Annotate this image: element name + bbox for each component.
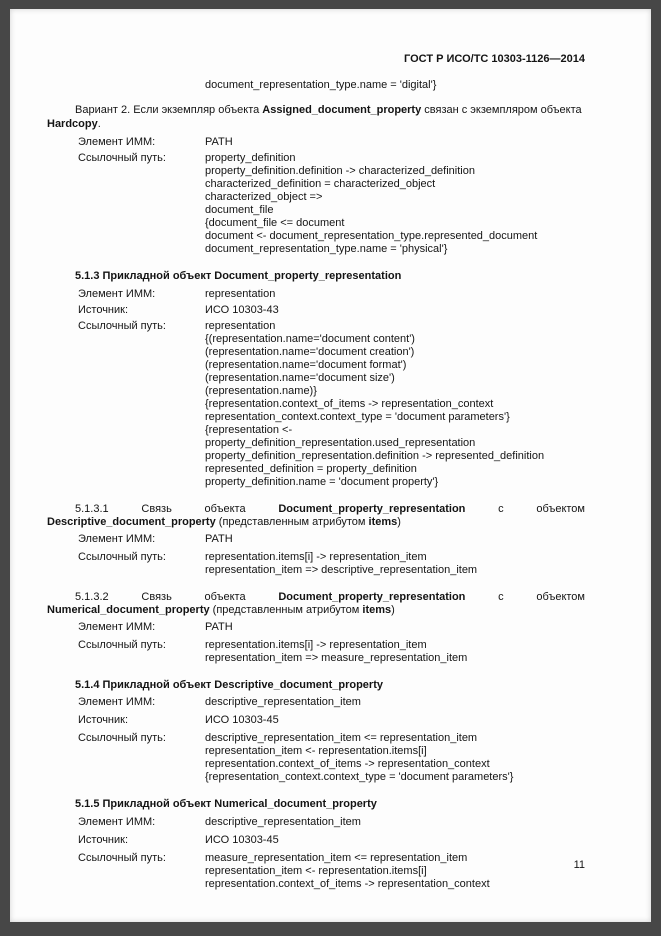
ref-path-line: {representation_context.context_type = 'document parameters'}	[205, 771, 514, 783]
ref-path-line: representation.context_of_items -> representation_context	[205, 758, 490, 770]
section-heading-5131	[47, 503, 585, 530]
doc-code: ГОСТ Р ИСО/ТС 10303-1126—2014	[404, 53, 585, 65]
field-label-refpath: Ссылочный путь:	[78, 638, 166, 651]
field-row	[47, 288, 585, 301]
ref-path-line: representation	[205, 319, 276, 332]
entity-name: Descriptive_document_property	[47, 516, 216, 528]
ref-path-line: measure_representation_item <= representation_item	[205, 851, 468, 864]
ref-path-line: {document_file <= document	[205, 217, 345, 229]
field-label-refpath: Ссылочный путь:	[78, 732, 166, 744]
field-value: ИСО 10303-45	[205, 714, 279, 726]
field-label-source: Источник:	[78, 833, 129, 846]
ref-path-line: property_definition.definition -> characterized_definition	[205, 165, 475, 177]
field-row	[47, 533, 585, 546]
continuation-line: document_representation_type.name = 'digital'}	[205, 79, 437, 91]
ref-path-line: document_representation_type.name = 'physical'}	[205, 243, 448, 255]
text-run: Связь объекта	[108, 502, 279, 515]
field-value: descriptive_representation_item	[205, 696, 361, 708]
ref-path-lines	[205, 551, 585, 577]
field-value: ИСО 10303-45	[205, 833, 279, 846]
field-value: ИСО 10303-43	[205, 303, 279, 316]
field-row	[47, 320, 585, 489]
ref-path-line: represented_definition = property_definition	[205, 462, 417, 475]
text-run: Связь объекта	[108, 590, 279, 603]
ref-path-line: representation.context_of_items -> representation_context	[205, 877, 490, 890]
section-heading-513: 5.1.3 Прикладной объект Document_property_representation	[75, 270, 402, 282]
ref-path-line: document <- document_representation_type.represented_document	[205, 230, 538, 242]
entity-name: Document_property_representation	[278, 590, 466, 603]
heading-number: 5.1.3.1	[75, 502, 109, 515]
field-row	[47, 816, 585, 829]
variant2-paragraph	[47, 104, 585, 131]
section-heading-5132	[47, 591, 585, 618]
ref-path-line: representation_item => measure_representation_item	[205, 651, 468, 664]
text-run: (представленным атрибутом	[209, 604, 363, 616]
ref-path-line: representation.items[i] -> representation_item	[205, 638, 427, 651]
field-label-refpath: Ссылочный путь:	[78, 319, 166, 332]
field-row	[47, 639, 585, 665]
ref-path-line: {(representation.name='document content')	[205, 332, 415, 345]
text-run: .	[97, 117, 101, 130]
ref-path-line: property_definition	[205, 152, 296, 164]
section-heading-514: 5.1.4 Прикладной объект Descriptive_document_property	[75, 678, 383, 691]
ref-path-line: property_definition_representation.definition -> represented_definition	[205, 449, 545, 462]
ref-path-line: (representation.name='document format')	[205, 358, 407, 371]
field-row	[47, 696, 585, 709]
page-header	[47, 53, 585, 66]
field-row	[47, 152, 585, 256]
ref-path-lines	[205, 852, 585, 891]
text-run: (представленным атрибутом	[215, 516, 369, 528]
field-row	[47, 136, 585, 149]
field-label-refpath: Ссылочный путь:	[78, 152, 166, 164]
entity-name: Hardcopy	[47, 117, 98, 130]
text-run: )	[397, 516, 401, 528]
ref-path-line: descriptive_representation_item <= representation_item	[205, 732, 478, 744]
text-run: )	[391, 604, 395, 616]
field-label-element: Элемент ИММ:	[78, 287, 156, 300]
text-run: с объектом	[465, 590, 585, 603]
field-value: representation	[205, 287, 276, 300]
field-row	[47, 621, 585, 634]
document-page	[10, 9, 651, 922]
entity-name: Numerical_document_property	[47, 604, 210, 616]
ref-path-line: property_definition.name = 'document property'}	[205, 475, 439, 488]
section-heading-515: 5.1.5 Прикладной объект Numerical_document_property	[75, 798, 377, 810]
text-run: Вариант 2. Если экземпляр объекта	[75, 104, 263, 116]
field-value: PATH	[205, 620, 233, 633]
field-row	[47, 551, 585, 577]
ref-path-line: {representation.context_of_items -> representation_context	[205, 397, 494, 410]
entity-name: Document_property_representation	[278, 502, 466, 515]
ref-path-lines	[205, 152, 585, 256]
field-value: PATH	[205, 532, 233, 545]
ref-path-line: (representation.name='document size')	[205, 371, 395, 384]
ref-path-line: characterized_definition = characterized_object	[205, 178, 436, 190]
ref-path-line: characterized_object =>	[205, 191, 323, 203]
ref-path-line: representation_context.context_type = 'document parameters'}	[205, 410, 510, 423]
field-row	[47, 304, 585, 317]
field-label-element: Элемент ИММ:	[78, 620, 156, 633]
field-label-element: Элемент ИММ:	[78, 136, 156, 148]
ref-path-lines	[205, 639, 585, 665]
heading-number: 5.1.3.2	[75, 590, 109, 603]
ref-path-line: (representation.name)}	[205, 384, 317, 397]
field-value: descriptive_representation_item	[205, 815, 361, 828]
ref-path-line: representation_item <- representation.items[i]	[205, 864, 427, 877]
text-run: связан с экземпляром объекта	[421, 104, 582, 116]
attribute-name: items	[362, 604, 392, 616]
ref-path-lines	[205, 320, 585, 489]
ref-path-lines	[205, 732, 585, 784]
field-value: PATH	[205, 136, 233, 148]
entity-name: Assigned_document_property	[262, 104, 422, 116]
field-label-element: Элемент ИММ:	[78, 696, 156, 708]
field-label-refpath: Ссылочный путь:	[78, 550, 166, 563]
text-run: с объектом	[465, 502, 585, 515]
field-row	[47, 834, 585, 847]
page-number: 11	[573, 859, 585, 871]
ref-path-line: document_file	[205, 204, 274, 216]
field-label-source: Источник:	[78, 303, 129, 316]
field-row	[47, 732, 585, 784]
field-label-refpath: Ссылочный путь:	[78, 851, 166, 864]
attribute-name: items	[368, 516, 398, 528]
ref-path-line: representation.items[i] -> representation_item	[205, 550, 427, 563]
field-label-element: Элемент ИММ:	[78, 815, 156, 828]
ref-path-line: representation_item => descriptive_representation_item	[205, 563, 478, 576]
ref-path-line: representation_item <- representation.items[i]	[205, 745, 427, 757]
ref-path-line: {representation <-	[205, 423, 293, 436]
field-label-source: Источник:	[78, 714, 129, 726]
ref-path-line: (representation.name='document creation')	[205, 345, 415, 358]
field-row	[47, 852, 585, 891]
ref-path-line: property_definition_representation.used_representation	[205, 436, 476, 449]
field-row	[47, 714, 585, 727]
field-label-element: Элемент ИММ:	[78, 532, 156, 545]
